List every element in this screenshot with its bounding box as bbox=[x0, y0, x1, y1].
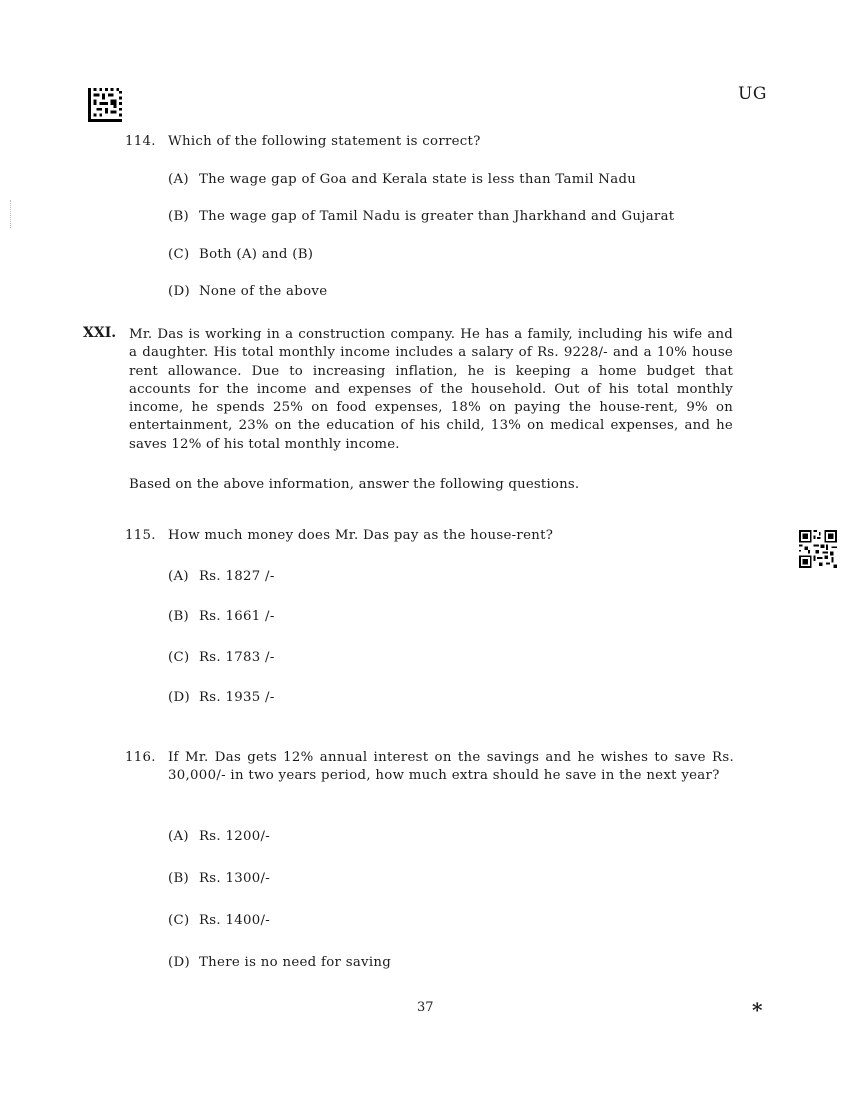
question-text: If Mr. Das gets 12% annual interest on the savings and he wishes to save Rs. 30,000/- in two years period, how much extra should he save in the next year? bbox=[168, 750, 734, 783]
option-text: Rs. 1935 /- bbox=[199, 690, 275, 705]
option-116-d bbox=[168, 954, 391, 972]
footer-star-mark: * bbox=[752, 998, 763, 1022]
option-label: (A) bbox=[168, 172, 189, 187]
option-115-a bbox=[168, 568, 275, 586]
option-text: There is no need for saving bbox=[199, 955, 392, 970]
option-115-b bbox=[168, 608, 275, 626]
option-label: (A) bbox=[168, 569, 189, 584]
section-passage: Mr. Das is working in a construction company. He has a family, including his wife and a daughter. His total monthly income includes a salary of Rs. 9228/- and a 10% house rent allowance. Due to increasing inflation, he is keeping a home budget that accounts for the income and expenses of the household. Out of his total monthly income, he spends 25% on food expenses, 18% on paying the house-rent, 9% on entertainment, 23% on the education of his child, 13% on medical expenses, and he saves 12% of his total monthly income. bbox=[129, 327, 733, 452]
question-number: 115. bbox=[125, 528, 156, 543]
option-115-d bbox=[168, 689, 275, 707]
option-114-d bbox=[168, 283, 327, 301]
question-114 bbox=[125, 133, 745, 151]
qr-code-icon bbox=[799, 530, 837, 568]
option-116-b bbox=[168, 870, 270, 888]
option-text: Both (A) and (B) bbox=[199, 247, 314, 262]
option-label: (B) bbox=[168, 609, 190, 624]
option-text: Rs. 1827 /- bbox=[199, 569, 275, 584]
option-label: (D) bbox=[168, 955, 190, 970]
option-text: Rs. 1661 /- bbox=[199, 609, 275, 624]
option-label: (B) bbox=[168, 871, 190, 886]
paper-code: UG bbox=[738, 84, 767, 104]
section-label: XXI. bbox=[83, 325, 117, 341]
option-label: (D) bbox=[168, 284, 190, 299]
option-label: (A) bbox=[168, 829, 189, 844]
option-label: (C) bbox=[168, 913, 190, 928]
option-text: Rs. 1300/- bbox=[199, 871, 271, 886]
section-instruction: Based on the above information, answer the following questions. bbox=[129, 477, 580, 492]
question-number: 114. bbox=[125, 134, 156, 149]
option-text: Rs. 1400/- bbox=[199, 913, 271, 928]
option-116-a bbox=[168, 828, 270, 846]
option-116-c bbox=[168, 912, 270, 930]
question-text: Which of the following statement is correct? bbox=[168, 134, 481, 149]
option-text: Rs. 1200/- bbox=[199, 829, 271, 844]
option-text: The wage gap of Tamil Nadu is greater than Jharkhand and Gujarat bbox=[199, 209, 675, 224]
question-text: How much money does Mr. Das pay as the house-rent? bbox=[168, 528, 554, 543]
option-label: (C) bbox=[168, 650, 190, 665]
datamatrix-code-icon bbox=[88, 88, 122, 122]
option-text: None of the above bbox=[199, 284, 328, 299]
question-116 bbox=[125, 749, 745, 805]
option-text: Rs. 1783 /- bbox=[199, 650, 275, 665]
margin-marks bbox=[10, 200, 13, 228]
option-label: (D) bbox=[168, 690, 190, 705]
option-label: (B) bbox=[168, 209, 190, 224]
option-114-c bbox=[168, 246, 313, 264]
page-number: 37 bbox=[417, 1000, 434, 1015]
option-text: The wage gap of Goa and Kerala state is less than Tamil Nadu bbox=[199, 172, 637, 187]
option-114-a bbox=[168, 171, 636, 189]
question-number: 116. bbox=[125, 750, 156, 765]
option-114-b bbox=[168, 208, 674, 226]
option-label: (C) bbox=[168, 247, 190, 262]
question-115 bbox=[125, 527, 745, 545]
option-115-c bbox=[168, 649, 275, 667]
